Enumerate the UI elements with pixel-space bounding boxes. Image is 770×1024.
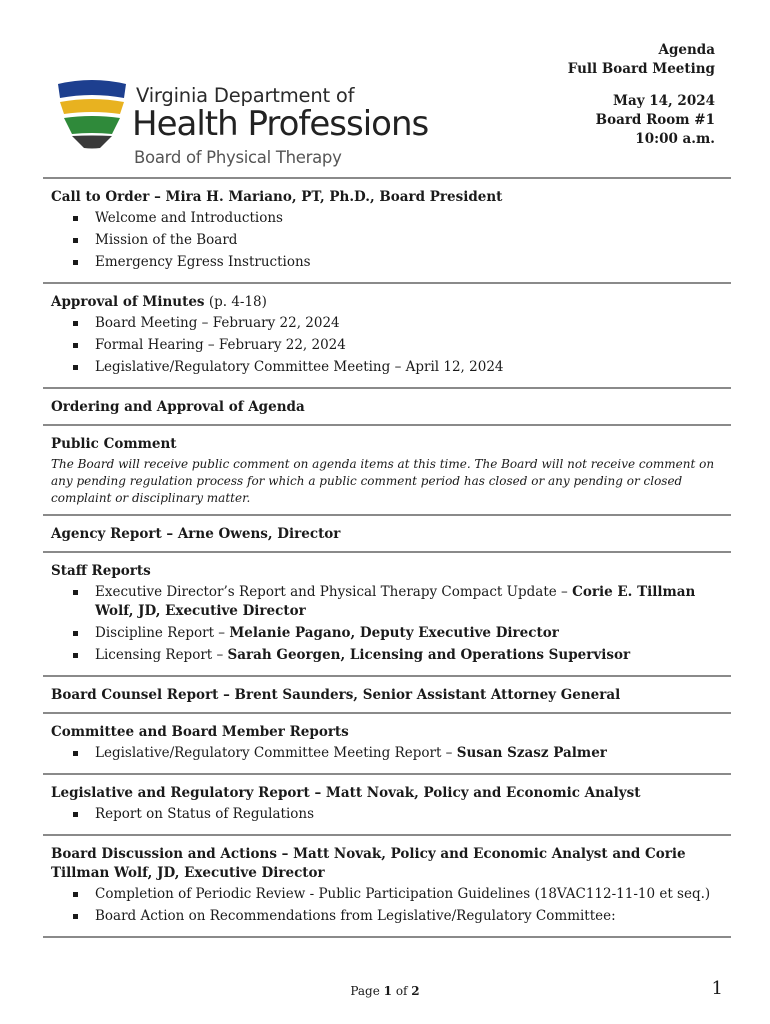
logo-line-2: Health Professions xyxy=(132,104,429,144)
section-title: Staff Reports xyxy=(51,563,151,579)
bullet-list xyxy=(51,314,723,377)
section-board-discussion xyxy=(43,834,731,938)
list-item: Board Meeting – February 22, 2024 xyxy=(95,314,723,333)
section-title: Board Counsel Report – Brent Saunders, Senior Assistant Attorney General xyxy=(51,687,621,703)
item-presenter: Sarah Georgen, Licensing and Operations Supervisor xyxy=(227,647,631,663)
logo-line-3: Board of Physical Therapy xyxy=(134,148,342,167)
list-item xyxy=(95,624,723,643)
doc-type: Agenda xyxy=(658,42,715,58)
meeting-time: 10:00 a.m. xyxy=(635,131,715,147)
meeting-details xyxy=(596,92,715,149)
section-board-counsel xyxy=(43,675,731,712)
section-title: Board Discussion and Actions – Matt Novak, Policy and Economic Analyst and Corie Tillman Wolf, JD, Executive Director xyxy=(51,846,686,881)
bullet-list xyxy=(51,885,723,926)
page-current: 1 xyxy=(383,984,392,998)
section-title xyxy=(51,293,723,312)
bullet-list xyxy=(51,583,723,665)
section-agency-report xyxy=(43,514,731,551)
list-item: Emergency Egress Instructions xyxy=(95,253,723,272)
page-indicator xyxy=(0,984,770,998)
section-title: Ordering and Approval of Agenda xyxy=(51,399,305,415)
public-comment-note: The Board will receive public comment on agenda items at this time. The Board will not receive comment on any pending regulation process for which a public comment period has closed or any pending or closed complaint or disciplinary matter. xyxy=(51,457,715,505)
section-legislative-report xyxy=(43,773,731,834)
item-text: Discipline Report – xyxy=(95,625,230,641)
list-item: Legislative/Regulatory Committee Meeting – April 12, 2024 xyxy=(95,358,723,377)
item-presenter: Melanie Pagano, Deputy Executive Director xyxy=(229,625,559,641)
bullet-list xyxy=(51,744,723,763)
section-title: Committee and Board Member Reports xyxy=(51,724,349,740)
vdhp-logo xyxy=(54,78,444,174)
section-title: Call to Order – Mira H. Mariano, PT, Ph.D., Board President xyxy=(51,189,503,205)
meeting-header xyxy=(568,41,715,79)
bullet-list xyxy=(51,209,723,272)
list-item: Report on Status of Regulations xyxy=(95,805,723,824)
section-title: Public Comment xyxy=(51,436,177,452)
item-text: Legislative/Regulatory Committee Meeting Report – xyxy=(95,745,457,761)
agenda-body xyxy=(43,177,731,938)
logo-line-1: Virginia Department of xyxy=(136,84,355,107)
list-item: Board Action on Recommendations from Legislative/Regulatory Committee: xyxy=(95,907,723,926)
meeting-room: Board Room #1 xyxy=(595,112,715,128)
meeting-name: Full Board Meeting xyxy=(567,61,715,77)
item-text: Licensing Report – xyxy=(95,647,228,663)
item-presenter: Susan Szasz Palmer xyxy=(456,745,607,761)
section-public-comment xyxy=(43,424,731,514)
list-item: Mission of the Board xyxy=(95,231,723,250)
section-staff-reports xyxy=(43,551,731,675)
minutes-pages: (p. 4-18) xyxy=(204,294,267,310)
list-item: Welcome and Introductions xyxy=(95,209,723,228)
section-minutes xyxy=(43,282,731,387)
section-agenda xyxy=(43,387,731,424)
bullet-list xyxy=(51,805,723,824)
section-call-to-order xyxy=(43,177,731,282)
item-text: Executive Director’s Report and Physical Therapy Compact Update – xyxy=(95,584,573,600)
page-label: Page xyxy=(350,984,384,998)
list-item xyxy=(95,646,723,665)
meeting-date: May 14, 2024 xyxy=(613,93,715,109)
list-item: Completion of Periodic Review - Public Participation Guidelines (18VAC112-11-10 et seq.) xyxy=(95,885,723,904)
page-total: 2 xyxy=(411,984,420,998)
section-committee-reports xyxy=(43,712,731,773)
page-number: 1 xyxy=(711,978,723,999)
list-item xyxy=(95,744,723,763)
page-of: of xyxy=(392,984,412,998)
list-item xyxy=(95,583,723,621)
section-title: Legislative and Regulatory Report – Matt Novak, Policy and Economic Analyst xyxy=(51,785,641,801)
logo-emblem-icon xyxy=(54,78,130,150)
minutes-title: Approval of Minutes xyxy=(51,294,205,310)
item-presenter: Corie E. Tillman Wolf, JD, Executive Director xyxy=(95,584,696,619)
section-title: Agency Report – Arne Owens, Director xyxy=(51,526,341,542)
list-item: Formal Hearing – February 22, 2024 xyxy=(95,336,723,355)
